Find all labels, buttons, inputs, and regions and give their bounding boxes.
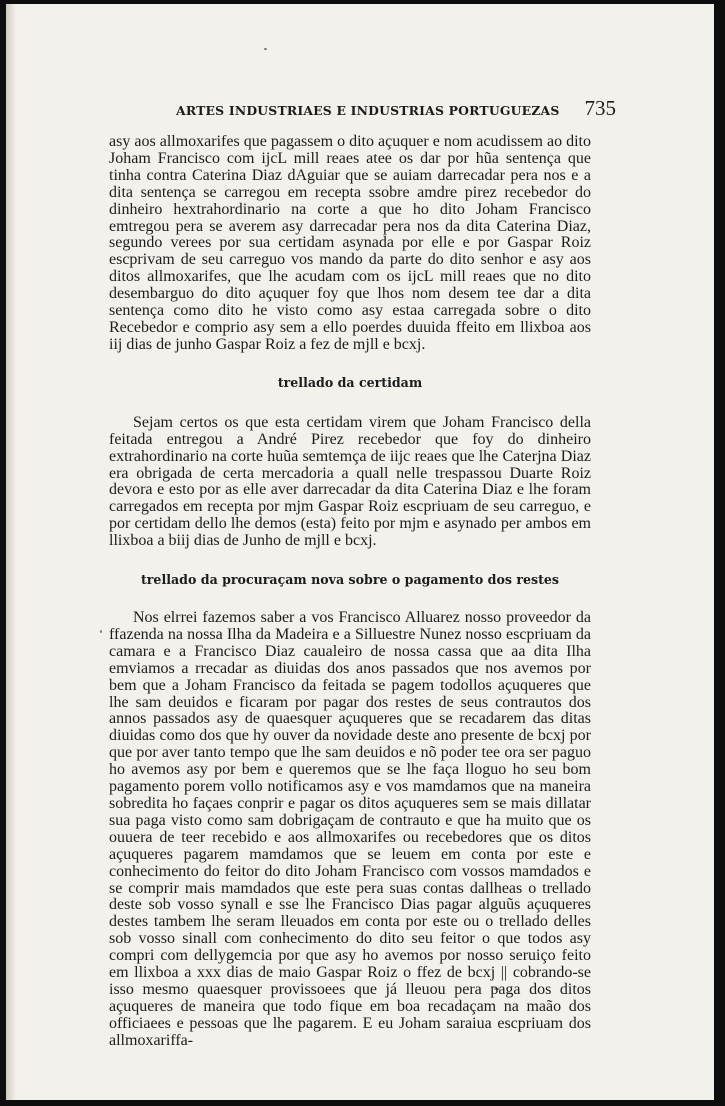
section-heading-certidam: trellado da certidam [277, 374, 423, 390]
page-number: 735 [584, 96, 616, 120]
paragraph-certidam: Sejam certos os que esta certidam virem que Joham Francisco della feitada entregou a André Pirez recebedor que foy do dinheiro extrahordinario na corte huũa semtemça de iijc reaes que lhe Caterjna Diaz era obrigada de certa mercadoria a quall nelle trespassou Duarte Roiz devora e esto por as elle aver darrecadar da dita Caterina Diaz e lhe foram carregados em recepta por mjm Gaspar Roiz escpriuam de seu carreguo, e por certidam dello lhe demos (esta) feito por mjm e asynado per ambos em llixboa a biij dias de Junho de mjll e bcxj. [109, 413, 591, 550]
page-edge-shadow [6, 4, 16, 1100]
speck-mark [100, 630, 102, 633]
running-title: ARTES INDUSTRIAES E INDUSTRIAS PORTUGUEZAS [176, 103, 560, 118]
page-header [176, 96, 616, 126]
paragraph-continuation: asy aos allmoxarifes que pagassem o dito açuquer e nom acudissem ao dito Joham Francisco com ijcL mill reaes atee os dar por hũa sentença que tinha contra Caterina Diaz dAguiar que se auiam darrecadar pera nos e a dita sentença se carregou em recepta ssobre amdre pirez recebedor do dinheiro hextrahordinario na corte a que ho dito Joham Francisco emtregou pera se averem asy darrecadar pera nos da dita Caterina Diaz, segundo verees por sua certidam asynada por elle e por Gaspar Roiz escprivam de seu carreguo vos mando da parte do dito senhor e asy aos ditos allmoxarifes, que lhe acudam com os ijcL mill reaes que no dito desembarguo do dito açuquer foy que lhos nom desem tee dar a dita sentença como dito he visto como asy estaa carregada sobre o dito Recebedor e comprio asy sem a ello poerdes duuida ffeito em llixboa aos iij dias de junho Gaspar Roiz a fez de mjll e bcxj. [109, 133, 591, 353]
speck-mark [264, 48, 267, 50]
section-heading-procuracam: trellado da procuraçam nova sobre o pagamento dos restes [140, 572, 560, 588]
paragraph-procuracam: Nos elrrei fazemos saber a vos Francisco Alluarez nosso proveedor da ffazenda na nossa Ilha da Madeira e a Silluestre Nunez nosso escpriuam da camara e a Francisco Diaz caualeiro de nossa cassa que aa dita Ilha emviamos a rrecadar as diuidas dos anos passados que nos avemos por bem que a Joham Francisco da feitada se pagem todollos açuqueres que lhe sam deuidos e ficaram por pagar dos restes de seus contrautos dos annos passados asy de quaesquer açuqueres que se recadarem das ditas diuidas como dos que hy ouver da novidade deste ano presente de bcxj por que por aver tanto tempo que lhe sam deuidos e nõ poder tee ora ser paguo ho avemos asy por bem e queremos que se lhe faça lloguo ho seu bom pagamento porem vollo notificamos asy e vos mamdamos que na maneira sobredita ho façaes conprir e pagar os ditos açuqueres sem se mais dillatar sua paga visto como sam dobrigaçam de contrauto e que ha muito que os ouuera de teer recebido e aos allmoxarifes ou recebedores que os ditos açuqueres pagarem mamdamos que se leuem em conta por este e conhecimento do feitor do dito Joham Francisco com vossos mamdados e se comprir mais mamdados que este pera suas contas dallheas o trellado deste sob vosso synall e sse lhe Francisco Dias pagar alguũs açuqueres destes tambem lhe seram lleuados em conta por este ou o trellado delles sob vosso sinall com conhecimento do dito seu feitor o que todos asy compri com dellygemcia por que asy ho avemos por nosso seruiço feito em llixboa a xxx dias de maio Gaspar Roiz o ffez de bcxj || cobrando-se isso mesmo quaesquer provissoees que já lleuou pera paga dos ditos açuqueres de maneira que todo fique em boa recadaçam na maão dos officiaees e pessoas que lhe pagarem. E eu Joham saraiua escpriuam dos allmoxariffa- [109, 609, 591, 1049]
scanned-page [6, 4, 714, 1100]
page-body [109, 134, 591, 1050]
